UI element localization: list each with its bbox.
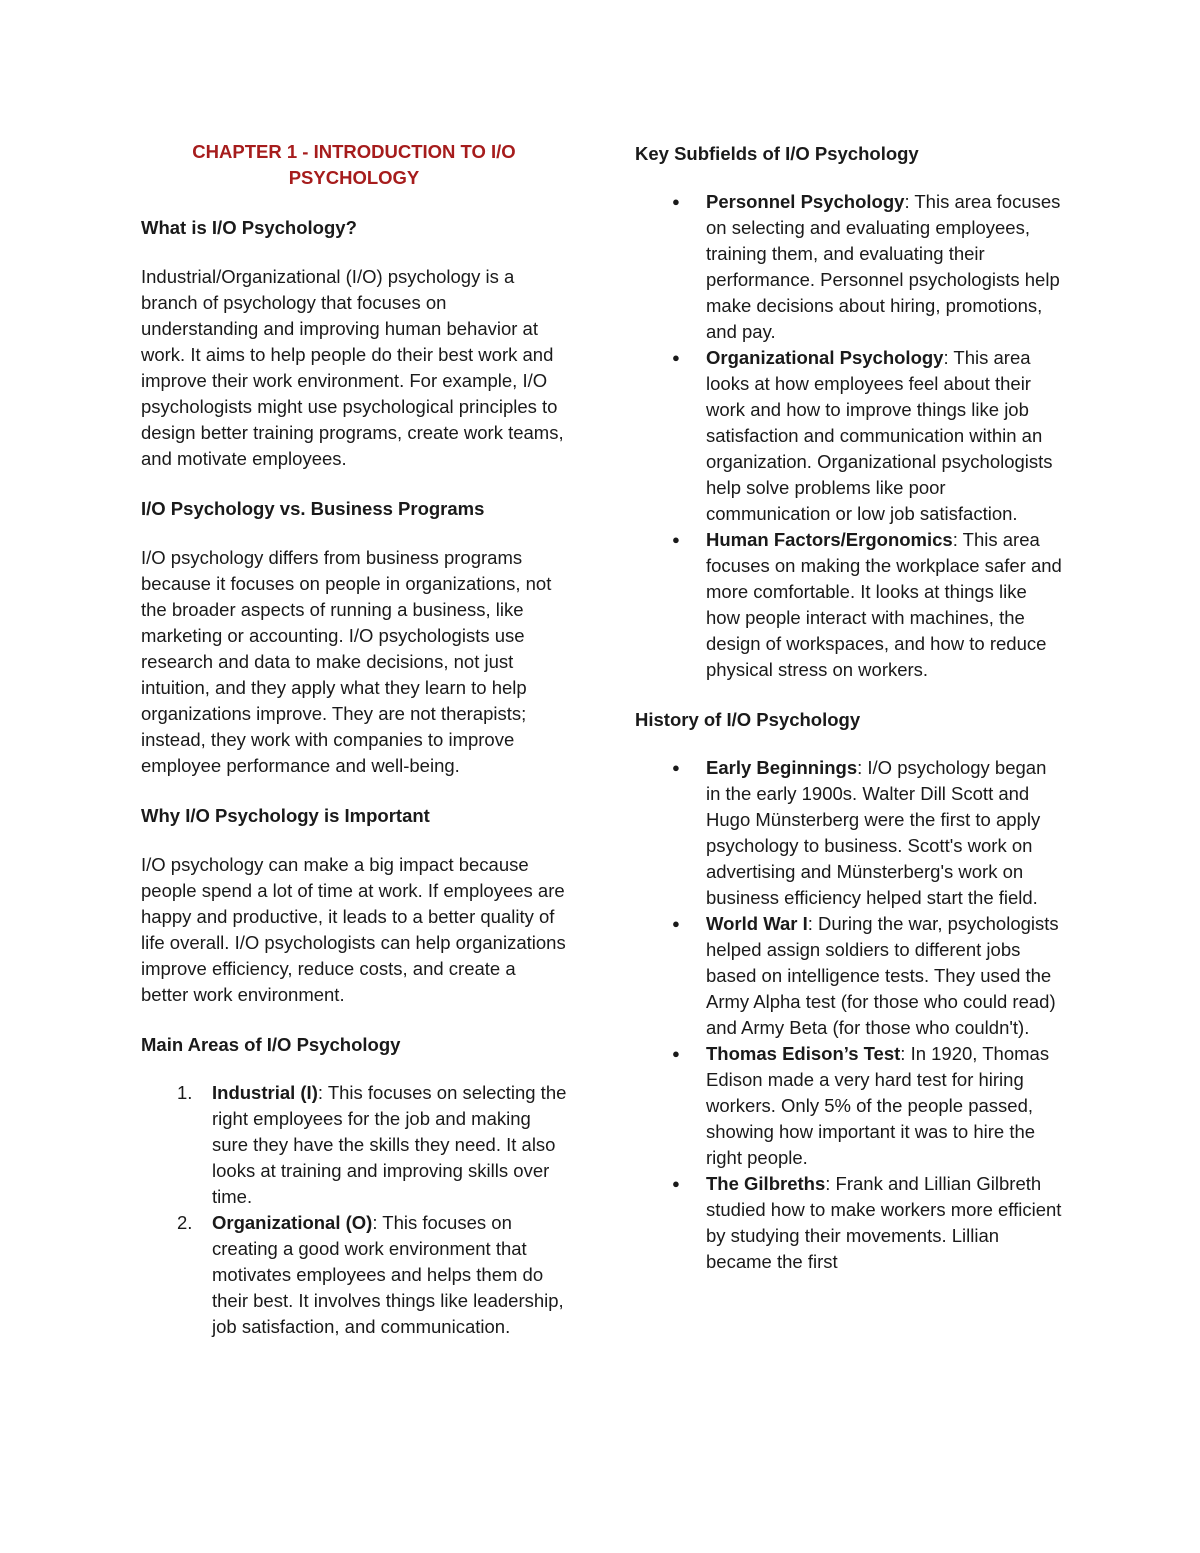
why-heading: Why I/O Psychology is Important bbox=[141, 805, 430, 826]
chapter-title: CHAPTER 1 - INTRODUCTION TO I/O PSYCHOLOGY bbox=[192, 141, 516, 188]
list-text: : This area focuses on selecting and evaluating employees, training them, and evaluating their performance. Personnel psychologists help make decisions about hiring, promotions, and pay. bbox=[706, 191, 1061, 342]
list-term: Human Factors/Ergonomics bbox=[706, 529, 953, 550]
bullet-icon: ● bbox=[672, 350, 680, 365]
list-text: : In 1920, Thomas Edison made a very hard test for hiring workers. Only 5% of the people passed, showing how important it was to hire the right people. bbox=[706, 1043, 1050, 1168]
history-heading: History of I/O Psychology bbox=[635, 709, 861, 730]
subfields-heading: Key Subfields of I/O Psychology bbox=[635, 143, 919, 164]
list-item bbox=[635, 527, 1065, 683]
bullet-icon: ● bbox=[672, 916, 680, 931]
list-text: : This focuses on creating a good work environment that motivates employees and helps them do their best. It involves things like leadership, job satisfaction, and communication. bbox=[212, 1212, 564, 1337]
list-item bbox=[141, 1210, 567, 1340]
list-text: : This area looks at how employees feel about their work and how to improve things like job satisfaction and communication within an organization. Organizational psychologists help solve problems like poor communication or low job satisfaction. bbox=[706, 347, 1053, 524]
bullet-icon: ● bbox=[672, 194, 680, 209]
history-list bbox=[635, 755, 1065, 1275]
list-number: 1. bbox=[177, 1082, 193, 1103]
list-text: : Frank and Lillian Gilbreth studied how to make workers more efficient by studying their movements. Lillian became the first bbox=[706, 1173, 1062, 1272]
vs-paragraph: I/O psychology differs from business programs because it focuses on people in organizations, not the broader aspects of running a business, like marketing or accounting. I/O psychologists use research and data to make decisions, not just intuition, and they apply what they learn to help organizations improve. They are not therapists; instead, they work with companies to improve employee performance and well-being. bbox=[141, 547, 552, 776]
vs-heading: I/O Psychology vs. Business Programs bbox=[141, 498, 485, 519]
subfields-list bbox=[635, 189, 1065, 683]
list-term: Organizational Psychology bbox=[706, 347, 944, 368]
list-term: Early Beginnings bbox=[706, 757, 858, 778]
list-item bbox=[635, 345, 1065, 527]
bullet-icon: ● bbox=[672, 760, 680, 775]
list-item bbox=[635, 755, 1065, 911]
bullet-icon: ● bbox=[672, 1176, 680, 1191]
what-paragraph: Industrial/Organizational (I/O) psychology is a branch of psychology that focuses on understanding and improving human behavior at work. It aims to help people do their best work and improve their work environment. For example, I/O psychologists might use psychological principles to design better training programs, create work teams, and motivate employees. bbox=[141, 266, 564, 469]
list-term: Organizational (O) bbox=[212, 1212, 373, 1233]
list-text: : This focuses on selecting the right employees for the job and making sure they have the skills they need. It also looks at training and improving skills over time. bbox=[212, 1082, 567, 1207]
list-term: The Gilbreths bbox=[706, 1173, 826, 1194]
left-column bbox=[141, 139, 567, 1340]
list-item bbox=[635, 1041, 1065, 1171]
why-paragraph: I/O psychology can make a big impact because people spend a lot of time at work. If employees are happy and productive, it leads to a better quality of life overall. I/O psychologists can help organizations improve efficiency, reduce costs, and create a better work environment. bbox=[141, 854, 566, 1005]
what-heading: What is I/O Psychology? bbox=[141, 217, 357, 238]
list-term: World War I bbox=[706, 913, 808, 934]
list-item bbox=[635, 189, 1065, 345]
list-number: 2. bbox=[177, 1212, 193, 1233]
list-item bbox=[635, 911, 1065, 1041]
list-text: : I/O psychology began in the early 1900s. Walter Dill Scott and Hugo Münsterberg were the first to apply psychology to business. Scott's work on advertising and Münsterberg's work on business efficiency helped start the field. bbox=[706, 757, 1047, 908]
list-term: Thomas Edison’s Test bbox=[706, 1043, 901, 1064]
areas-heading: Main Areas of I/O Psychology bbox=[141, 1034, 401, 1055]
areas-list bbox=[141, 1080, 567, 1340]
list-item bbox=[635, 1171, 1065, 1275]
right-column bbox=[635, 139, 1065, 1275]
list-term: Personnel Psychology bbox=[706, 191, 905, 212]
list-text: : This area focuses on making the workplace safer and more comfortable. It looks at things like how people interact with machines, the design of workspaces, and how to reduce physical stress on workers. bbox=[706, 529, 1062, 680]
list-item bbox=[141, 1080, 567, 1210]
list-term: Industrial (I) bbox=[212, 1082, 318, 1103]
bullet-icon: ● bbox=[672, 1046, 680, 1061]
list-text: : During the war, psychologists helped assign soldiers to different jobs based on intelligence tests. They used the Army Alpha test (for those who could read) and Army Beta (for those who couldn't). bbox=[706, 913, 1059, 1038]
bullet-icon: ● bbox=[672, 532, 680, 547]
